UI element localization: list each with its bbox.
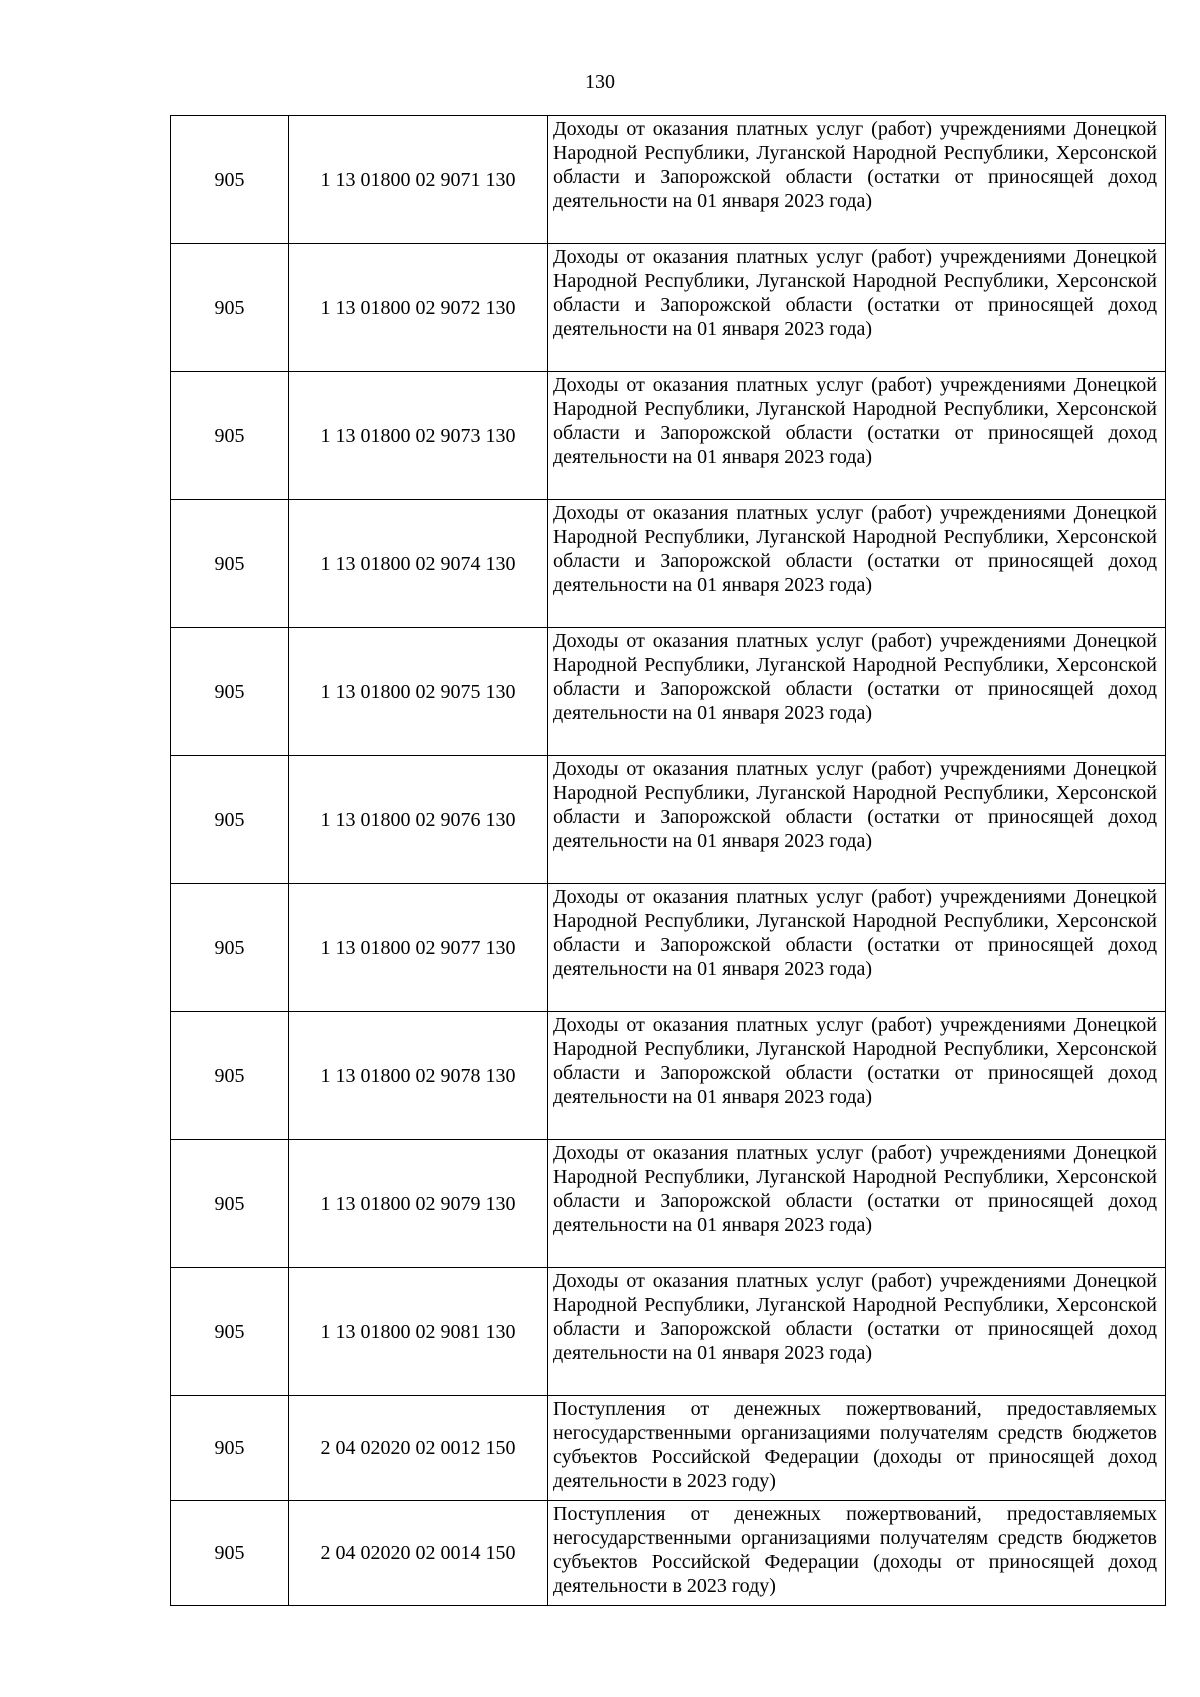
- revenue-code-cell: 2 04 02020 02 0012 150: [289, 1396, 548, 1501]
- description-cell: Доходы от оказания платных услуг (работ) учреждениями Донецкой Народной Республики, Луганской Народной Республики, Херсонской области и Запорожской области (остатки от приносящей доход деятельности на 01 января 2023 года): [548, 244, 1166, 372]
- page-number: 130: [585, 71, 615, 93]
- revenue-code-cell: 1 13 01800 02 9073 130: [289, 372, 548, 500]
- admin-code-cell: 905: [171, 1268, 289, 1396]
- admin-code-cell: 905: [171, 244, 289, 372]
- table-row: [171, 756, 1166, 884]
- table-row: [171, 1396, 1166, 1501]
- admin-code-cell: 905: [171, 1396, 289, 1501]
- description-cell: Доходы от оказания платных услуг (работ) учреждениями Донецкой Народной Республики, Луганской Народной Республики, Херсонской области и Запорожской области (остатки от приносящей доход деятельности на 01 января 2023 года): [548, 500, 1166, 628]
- description-cell: Поступления от денежных пожертвований, предоставляемых негосударственными организациями получателям средств бюджетов субъектов Российской Федерации (доходы от приносящей доход деятельности в 2023 году): [548, 1501, 1166, 1606]
- revenue-code-cell: 1 13 01800 02 9077 130: [289, 884, 548, 1012]
- description-cell: Доходы от оказания платных услуг (работ) учреждениями Донецкой Народной Республики, Луганской Народной Республики, Херсонской области и Запорожской области (остатки от приносящей доход деятельности на 01 января 2023 года): [548, 116, 1166, 244]
- admin-code-cell: 905: [171, 884, 289, 1012]
- revenue-classification-table: [170, 115, 1166, 1606]
- revenue-code-cell: 1 13 01800 02 9072 130: [289, 244, 548, 372]
- table-row: [171, 628, 1166, 756]
- table-row: [171, 500, 1166, 628]
- revenue-code-cell: 2 04 02020 02 0014 150: [289, 1501, 548, 1606]
- table-row: [171, 1012, 1166, 1140]
- admin-code-cell: 905: [171, 1501, 289, 1606]
- revenue-code-cell: 1 13 01800 02 9075 130: [289, 628, 548, 756]
- revenue-code-cell: 1 13 01800 02 9081 130: [289, 1268, 548, 1396]
- description-cell: Доходы от оказания платных услуг (работ) учреждениями Донецкой Народной Республики, Луганской Народной Республики, Херсонской области и Запорожской области (остатки от приносящей доход деятельности на 01 января 2023 года): [548, 884, 1166, 1012]
- description-cell: Доходы от оказания платных услуг (работ) учреждениями Донецкой Народной Республики, Луганской Народной Республики, Херсонской области и Запорожской области (остатки от приносящей доход деятельности на 01 января 2023 года): [548, 1012, 1166, 1140]
- admin-code-cell: 905: [171, 372, 289, 500]
- admin-code-cell: 905: [171, 1012, 289, 1140]
- revenue-code-cell: 1 13 01800 02 9078 130: [289, 1012, 548, 1140]
- admin-code-cell: 905: [171, 756, 289, 884]
- revenue-code-cell: 1 13 01800 02 9074 130: [289, 500, 548, 628]
- admin-code-cell: 905: [171, 500, 289, 628]
- description-cell: Поступления от денежных пожертвований, предоставляемых негосударственными организациями получателям средств бюджетов субъектов Российской Федерации (доходы от приносящей доход деятельности в 2023 году): [548, 1396, 1166, 1501]
- description-cell: Доходы от оказания платных услуг (работ) учреждениями Донецкой Народной Республики, Луганской Народной Республики, Херсонской области и Запорожской области (остатки от приносящей доход деятельности на 01 января 2023 года): [548, 628, 1166, 756]
- description-cell: Доходы от оказания платных услуг (работ) учреждениями Донецкой Народной Республики, Луганской Народной Республики, Херсонской области и Запорожской области (остатки от приносящей доход деятельности на 01 января 2023 года): [548, 372, 1166, 500]
- table-row: [171, 244, 1166, 372]
- description-cell: Доходы от оказания платных услуг (работ) учреждениями Донецкой Народной Республики, Луганской Народной Республики, Херсонской области и Запорожской области (остатки от приносящей доход деятельности на 01 января 2023 года): [548, 756, 1166, 884]
- admin-code-cell: 905: [171, 116, 289, 244]
- table-row: [171, 372, 1166, 500]
- admin-code-cell: 905: [171, 1140, 289, 1268]
- revenue-code-cell: 1 13 01800 02 9079 130: [289, 1140, 548, 1268]
- table-row: [171, 1501, 1166, 1606]
- table-row: [171, 1140, 1166, 1268]
- revenue-code-cell: 1 13 01800 02 9076 130: [289, 756, 548, 884]
- table-row: [171, 884, 1166, 1012]
- table-row: [171, 1268, 1166, 1396]
- description-cell: Доходы от оказания платных услуг (работ) учреждениями Донецкой Народной Республики, Луганской Народной Республики, Херсонской области и Запорожской области (остатки от приносящей доход деятельности на 01 января 2023 года): [548, 1268, 1166, 1396]
- revenue-code-cell: 1 13 01800 02 9071 130: [289, 116, 548, 244]
- description-cell: Доходы от оказания платных услуг (работ) учреждениями Донецкой Народной Республики, Луганской Народной Республики, Херсонской области и Запорожской области (остатки от приносящей доход деятельности на 01 января 2023 года): [548, 1140, 1166, 1268]
- admin-code-cell: 905: [171, 628, 289, 756]
- table-row: [171, 116, 1166, 244]
